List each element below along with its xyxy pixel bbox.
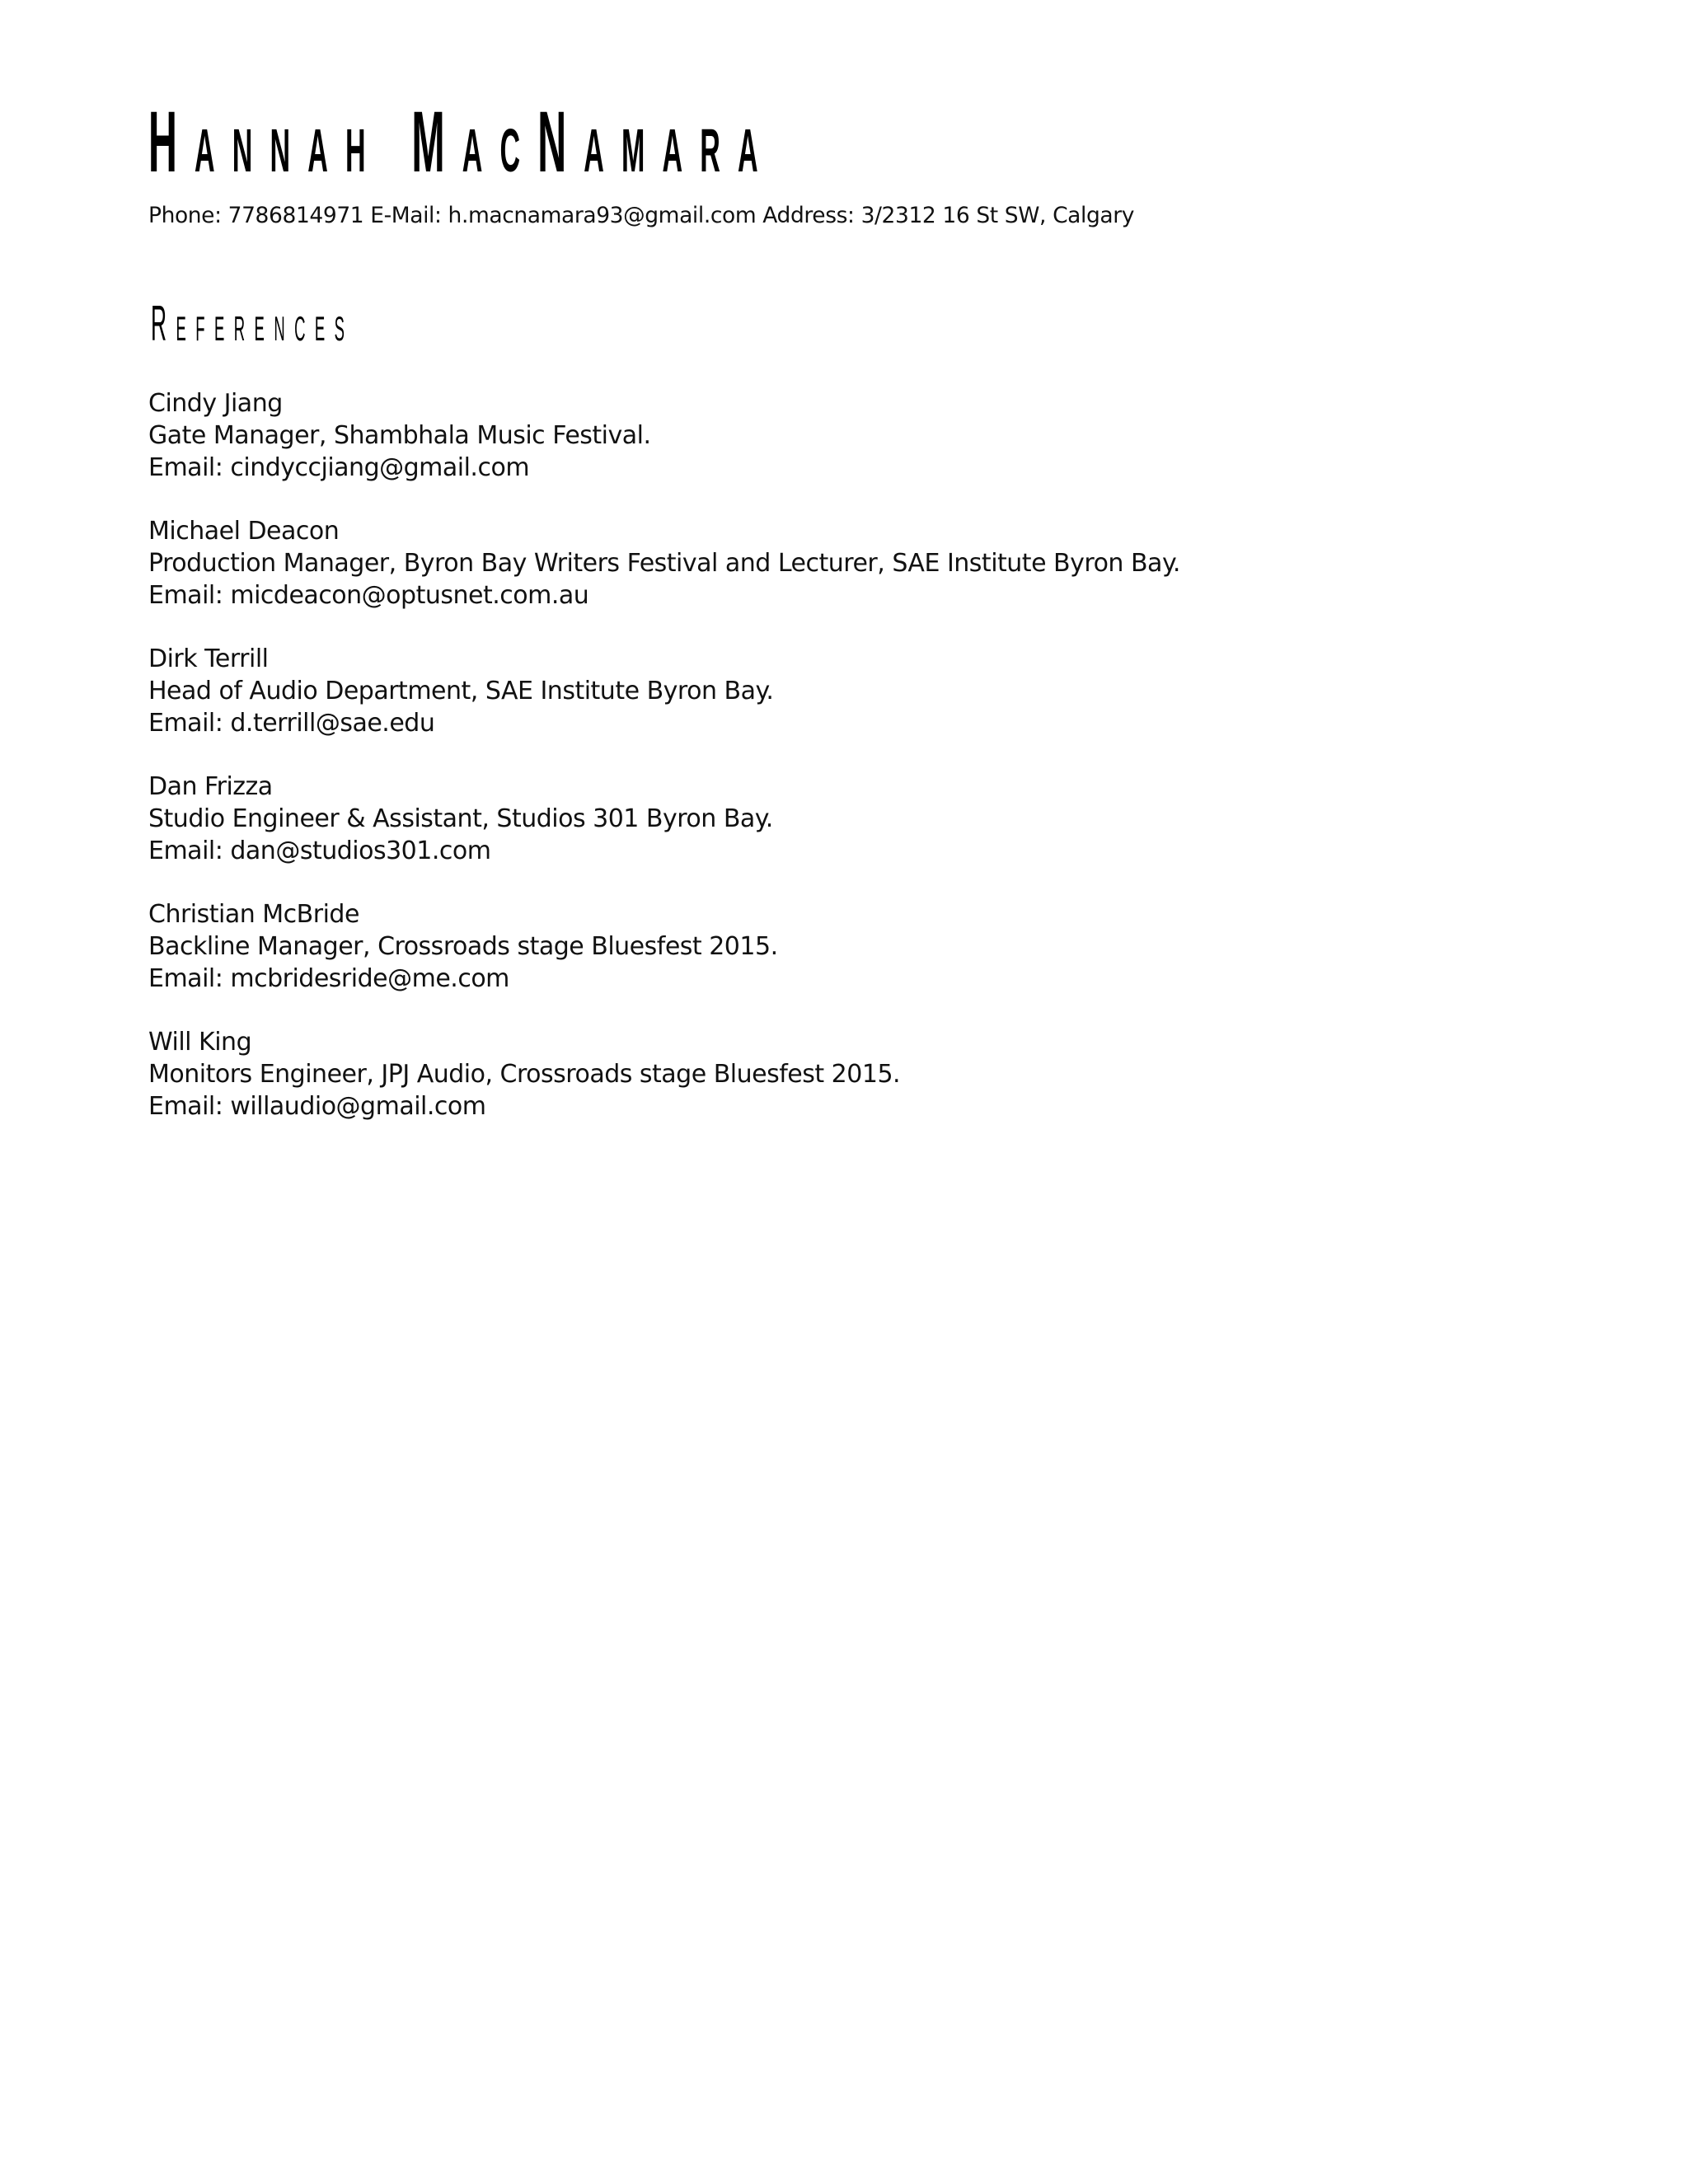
reference-entry xyxy=(148,387,1550,484)
reference-email: Email: dan@studios301.com xyxy=(148,837,491,865)
reference-name: Will King xyxy=(148,1028,252,1057)
reference-email: Email: mcbridesride@me.com xyxy=(148,964,509,993)
reference-email: Email: willaudio@gmail.com xyxy=(148,1092,486,1121)
reference-entry xyxy=(148,898,1550,995)
reference-email: Email: micdeacon@optusnet.com.au xyxy=(148,581,589,610)
reference-name: Dan Frizza xyxy=(148,772,273,801)
reference-role: Gate Manager, Shambhala Music Festival. xyxy=(148,421,651,450)
references-heading: References xyxy=(151,296,354,351)
references-list xyxy=(148,387,1550,1122)
reference-role: Head of Audio Department, SAE Institute Byron Bay. xyxy=(148,677,774,705)
reference-role: Studio Engineer & Assistant, Studios 301 Byron Bay. xyxy=(148,804,773,833)
reference-entry xyxy=(148,771,1550,867)
reference-entry xyxy=(148,515,1550,612)
reference-name: Christian McBride xyxy=(148,900,359,929)
reference-role: Monitors Engineer, JPJ Audio, Crossroads stage Bluesfest 2015. xyxy=(148,1060,901,1089)
reference-email: Email: d.terrill@sae.edu xyxy=(148,709,435,738)
applicant-name: Hannah MacNamara xyxy=(148,94,776,190)
reference-name: Cindy Jiang xyxy=(148,389,283,418)
contact-line: Phone: 7786814971 E-Mail: h.macnamara93@gmail.com Address: 3/2312 16 St SW, Calgary xyxy=(148,203,1135,228)
reference-role: Production Manager, Byron Bay Writers Festival and Lecturer, SAE Institute Byron Bay. xyxy=(148,549,1180,578)
reference-name: Dirk Terrill xyxy=(148,644,269,673)
reference-role: Backline Manager, Crossroads stage Bluesfest 2015. xyxy=(148,932,778,961)
reference-entry xyxy=(148,643,1550,739)
reference-email: Email: cindyccjiang@gmail.com xyxy=(148,453,530,482)
reference-entry xyxy=(148,1026,1550,1122)
reference-name: Michael Deacon xyxy=(148,517,340,546)
